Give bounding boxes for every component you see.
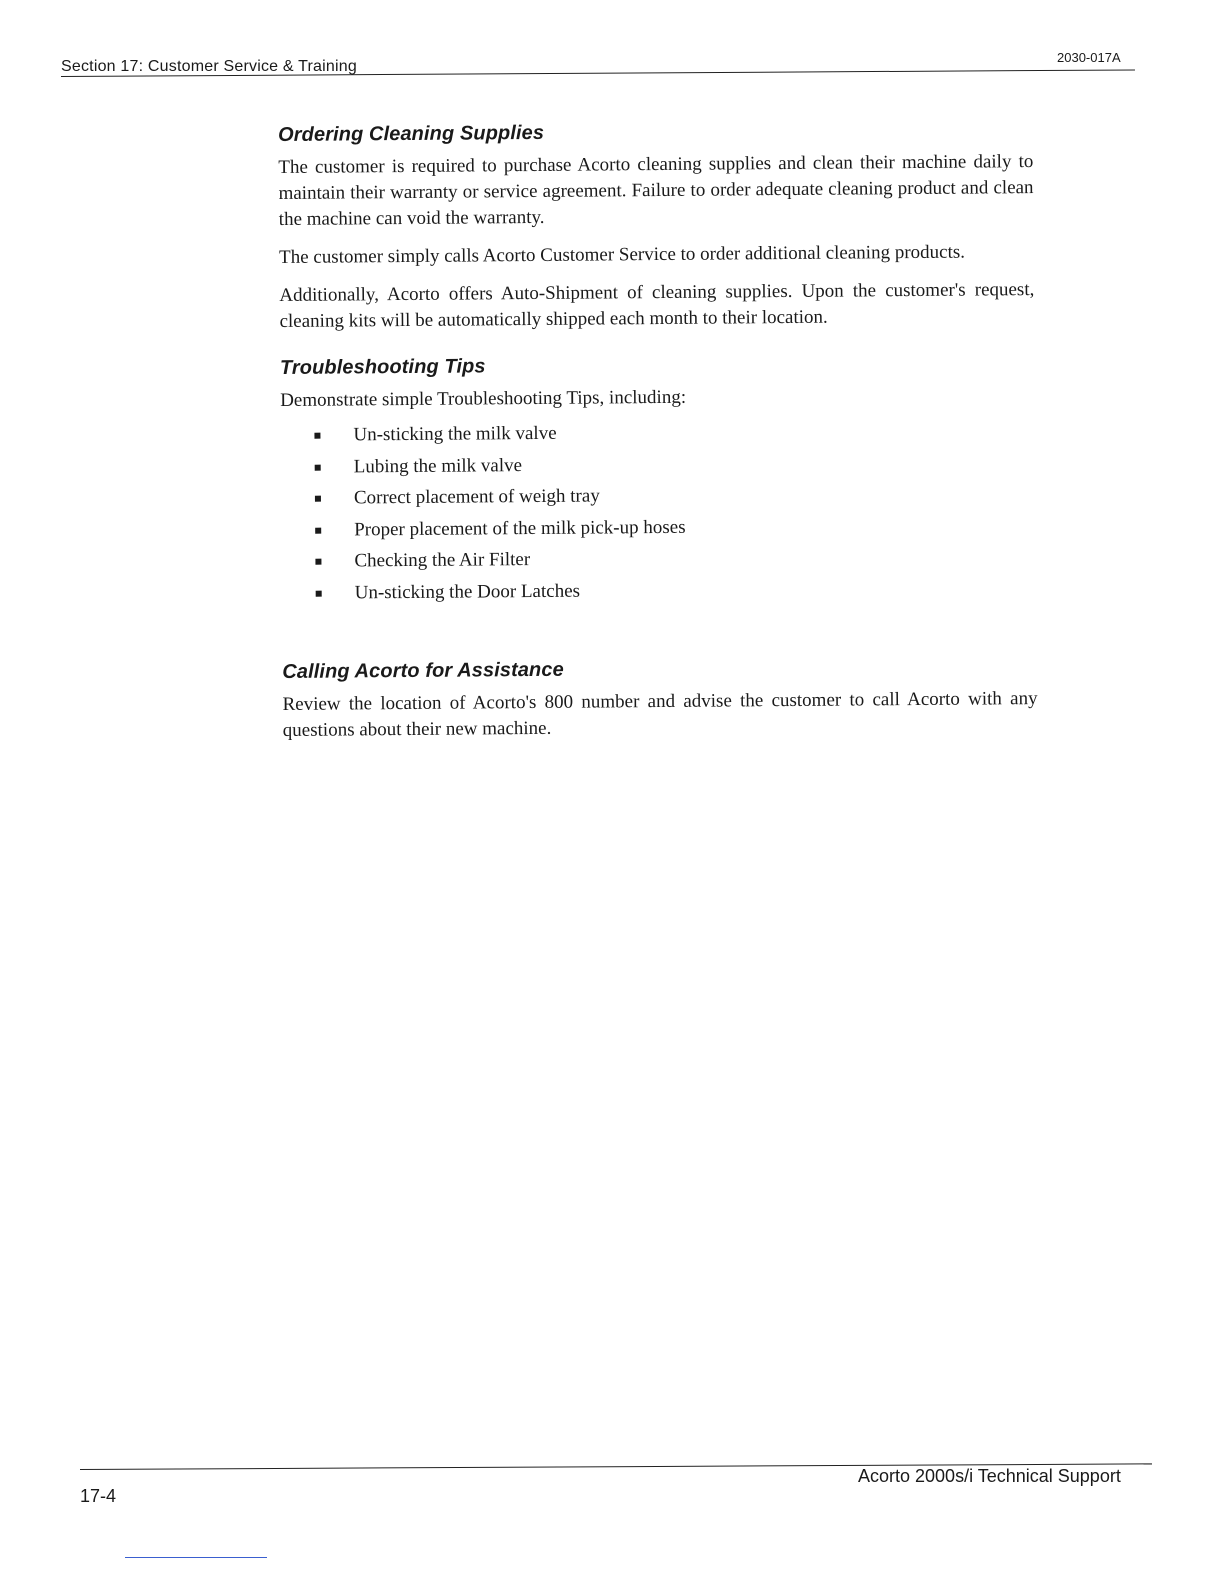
section-heading: Troubleshooting Tips bbox=[279, 355, 486, 379]
header-section-title: Section 17: Customer Service & Training bbox=[61, 58, 357, 75]
list-item-text: Correct placement of weigh tray bbox=[353, 485, 600, 509]
footer-link-underline bbox=[125, 1557, 267, 1558]
list-item-text: Un-sticking the Door Latches bbox=[354, 580, 581, 603]
section-ordering-cleaning-supplies bbox=[278, 118, 1035, 335]
paragraph: Additionally, Acorto offers Auto-Shipment of cleaning supplies. Upon the customer's request, cleaning kits will be automatically shipped each month to their location. bbox=[279, 279, 1035, 332]
list-item-text: Un-sticking the milk valve bbox=[353, 422, 557, 446]
bullet-icon bbox=[315, 559, 321, 565]
paragraph: Review the location of Acorto's 800 number and advise the customer to call Acorto with any questions about their new machine. bbox=[282, 688, 1038, 741]
bullet-icon bbox=[316, 590, 322, 596]
bullet-icon bbox=[315, 496, 321, 502]
section-troubleshooting-tips bbox=[280, 351, 1037, 609]
bullet-icon bbox=[314, 433, 320, 439]
list-item-text: Proper placement of the milk pick-up hoses bbox=[354, 516, 686, 540]
list-item bbox=[316, 572, 1037, 609]
footer-page-number: 17-4 bbox=[80, 1486, 117, 1506]
page-content bbox=[278, 118, 1038, 766]
bullet-icon bbox=[315, 527, 321, 533]
list-item-text: Checking the Air Filter bbox=[354, 549, 531, 572]
section-heading: Calling Acorto for Assistance bbox=[282, 658, 564, 683]
paragraph: Demonstrate simple Troubleshooting Tips, including: bbox=[280, 386, 687, 411]
header-doc-number: 2030-017A bbox=[1057, 50, 1121, 65]
paragraph: The customer simply calls Acorto Customer Service to order additional cleaning products. bbox=[278, 241, 966, 268]
list-item-text: Lubing the milk valve bbox=[353, 454, 523, 477]
paragraph: The customer is required to purchase Acorto cleaning supplies and clean their machine daily to maintain their warranty or service agreement. Failure to order adequate cleaning product and clean the machine can void the warranty. bbox=[278, 151, 1034, 230]
bullet-icon bbox=[315, 464, 321, 470]
section-heading: Ordering Cleaning Supplies bbox=[278, 121, 545, 146]
section-calling-acorto bbox=[282, 655, 1038, 744]
tips-list bbox=[280, 414, 1036, 609]
footer-title: Acorto 2000s/i Technical Support bbox=[858, 1466, 1121, 1486]
